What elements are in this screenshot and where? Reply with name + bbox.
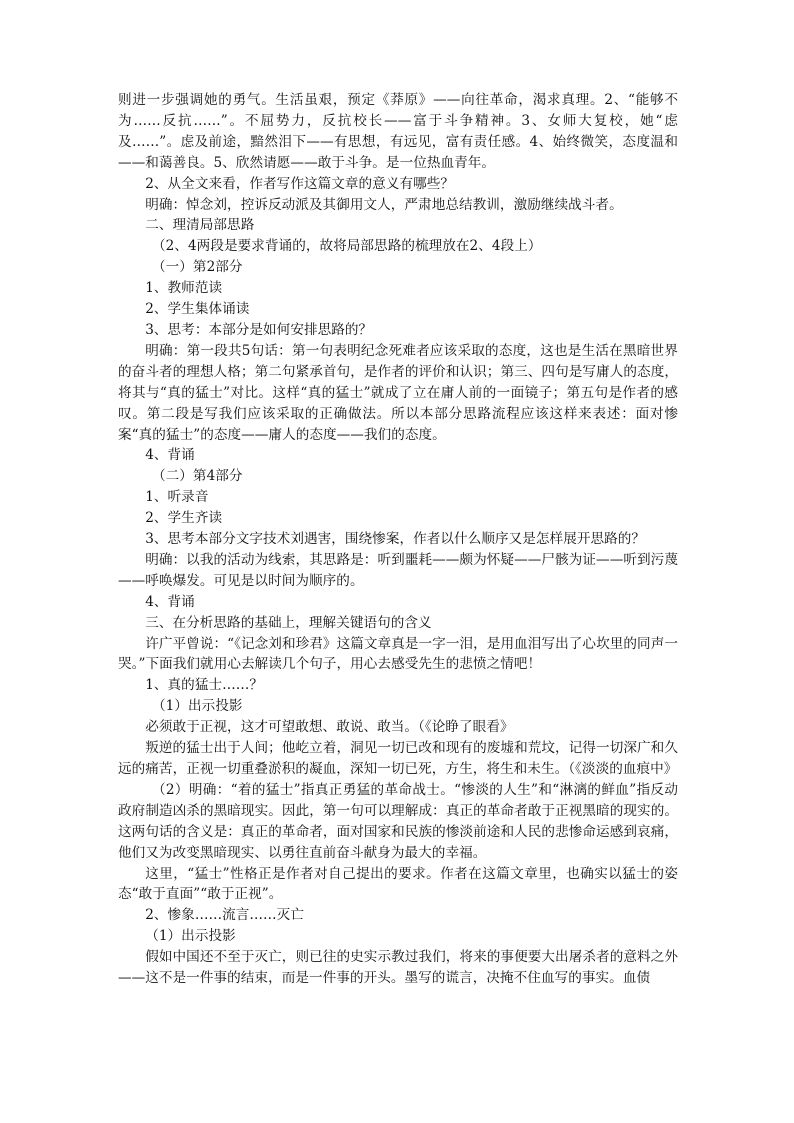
- paragraph: 明确：悼念刘，控诉反动派及其御用文人，严肃地总结教训，激励继续战斗者。: [145, 196, 623, 213]
- document-body: [118, 90, 678, 989]
- list-item: 1、真的猛士……？: [145, 677, 264, 694]
- quote-paragraph: 假如中国还不至于灭亡，则已往的史实示教过我们，将来的事便要大出屠杀者的意料之外——这不是一件事的结束，而是一件事的开头。墨写的谎言，决掩不住血写的事实。血债: [118, 949, 678, 987]
- section-heading: 三、在分析思路的基础上，理解关键语句的含义: [145, 614, 432, 631]
- list-item: （1）出示投影: [152, 698, 243, 715]
- paragraph: 明确：以我的活动为线索，其思路是：听到噩耗——颇为怀疑——尸骸为证——听到污蔑——呼唤爆发。可见是以时间为顺序的。: [118, 551, 678, 589]
- list-item: 3、思考：本部分是如何安排思路的？: [145, 321, 373, 338]
- paragraph: 许广平曾说：“《记念刘和珍君》这篇文章真是一字一泪，是用血泪写出了心坎里的同声一哭。”下面我们就用心去解读几个句子，用心去感受先生的悲愤之情吧！: [118, 635, 678, 673]
- list-item: 4、背诵: [145, 593, 195, 610]
- quote-paragraph: 叛逆的猛士出于人间；他屹立着，洞见一切已改和现有的废墟和荒坟，记得一切深广和久远的痛苦，正视一切重叠淤积的凝血，深知一切已死，方生，将生和未生。（《淡淡的血痕中》: [118, 740, 678, 777]
- subsection-heading: （二）第4部分: [152, 468, 243, 485]
- list-item: 4、背诵: [145, 447, 195, 464]
- list-item: 2、惨象……流言……灭亡: [145, 907, 304, 924]
- section-heading: 二、理清局部思路: [145, 217, 255, 234]
- paragraph: 这里，“猛士”性格正是作者对自己提出的要求。作者在这篇文章里，也确实以猛士的姿态“敢于直面”“敢于正视”。: [118, 865, 678, 903]
- list-item: （1）出示投影: [145, 928, 236, 945]
- paragraph: （2、4两段是要求背诵的，故将局部思路的梳理放在2、4段上）: [152, 238, 542, 255]
- list-item: 3、思考本部分文字技术刘遇害，围绕惨案，作者以什么顺序又是怎样展开思路的？: [145, 531, 646, 548]
- paragraph: 2、从全文来看，作者写作这篇文章的意义有哪些？: [145, 175, 455, 192]
- paragraph: （2）明确：“着的猛士”指真正勇猛的革命战士。“惨淡的人生”和“淋漓的鲜血”指反动政府制造凶杀的黑暗现实。因此，第一句可以理解成：真正的革命者敢于正视黑暗的现实的。这两句话的含义是：真正的革命者，面对国家和民族的惨淡前途和人民的悲惨命运感到哀痛，他们又为改变黑暗现实、以勇往直前奋斗献身为最大的幸福。: [118, 781, 678, 861]
- list-item: 2、学生齐读: [145, 510, 223, 527]
- subsection-heading: （一）第2部分: [152, 259, 243, 276]
- quote-paragraph: 必须敢于正视，这才可望敢想、敢说、敢当。（《论睁了眼看》: [145, 719, 514, 736]
- list-item: 1、教师范读: [145, 280, 223, 297]
- list-item: 1、听录音: [145, 489, 209, 506]
- list-item: 2、学生集体诵读: [145, 301, 250, 318]
- paragraph: 明确：第一段共5句话：第一句表明纪念死难者应该采取的态度，这也是生活在黑暗世界的奋斗者的理想人格；第二句紧承首句，是作者的评价和认识；第三、四句是写庸人的态度，将其与“真的猛士”对比。这样“真的猛士”就成了立在庸人前的一面镜子；第五句是作者的感叹。第二段是写我们应该采取的正确做法。所以本部分思路流程应该这样来表述：面对惨案“真的猛士”的态度——庸人的态度——我们的态度。: [118, 342, 678, 443]
- paragraph: 则进一步强调她的勇气。生活虽艰，预定《莽原》——向往革命，渴求真理。2、“能够不为……反抗……”。不屈势力，反抗校长——富于斗争精神。3、女师大复校，她“虑及……”。虑及前途，黯然泪下——有思想，有远见，富有责任感。4、始终微笑，态度温和——和蔼善良。5、欣然请愿——敢于斗争。是一位热血青年。: [118, 92, 678, 171]
